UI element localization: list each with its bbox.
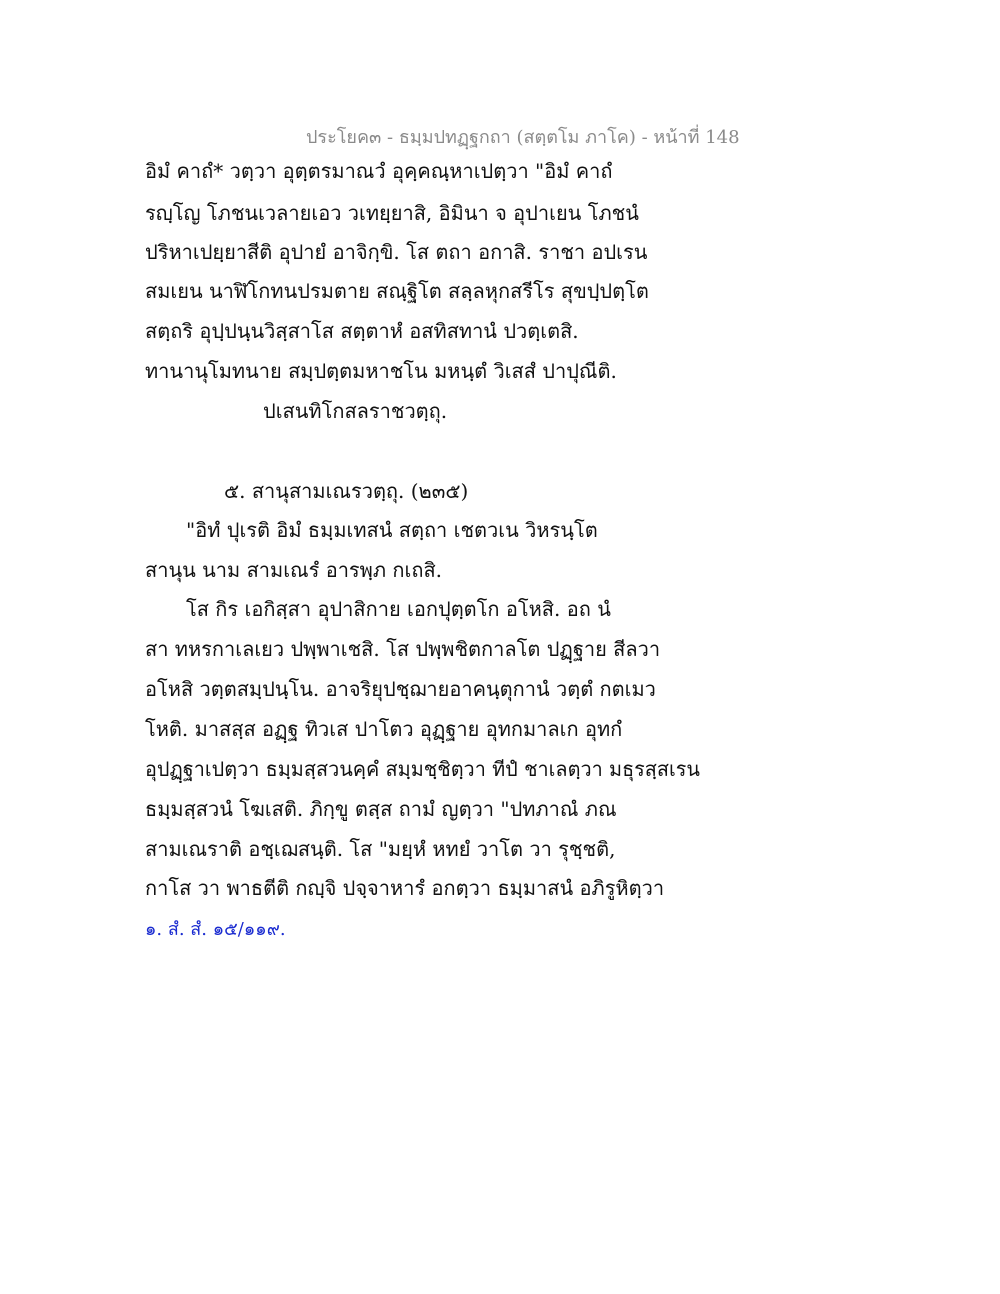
footnote: ๑. สํ. สํ. ๑๕/๑๑๙. [145, 919, 286, 940]
text-line: อิมํ คาถํ* วตฺวา อุตฺตรมาณวํ อุคฺคณฺหาเปตฺวา "อิมํ คาถํ [145, 159, 613, 183]
text-line: สานุน นาม สามเณรํ อารพฺภ กเถสิ. [145, 558, 443, 582]
text-line: ธมฺมสฺสวนํ โฆเสติ. ภิกฺขู ตสฺส ถามํ ญตฺวา "ปทภาณํ ภณ [145, 797, 617, 821]
page-header: ประโยค๓ - ธมฺมปทฏฺฐกถา (สตฺตโม ภาโค) - หน้าที่ 148 [306, 127, 740, 148]
text-line: โหติ. มาสสฺส อฏฺฐ ทิวเส ปาโตว อุฏฺฐาย อุทกมาลเก อุทกํ [145, 717, 623, 741]
text-line: สมเยน นาฬิโกทนปรมตาย สณฺฐิโต สลฺลหุกสรีโร สุขปฺปตฺโต [145, 279, 649, 303]
text-line: โส กิร เอกิสฺสา อุปาสิกาย เอกปุตฺตโก อโหสิ. อถ นํ [186, 597, 611, 621]
text-line: รญฺโญ โภชนเวลายเอว วเทยฺยาสิ, อิมินา จ อุปาเยน โภชนํ [145, 201, 639, 225]
story-end-title: ปเสนทิโกสลราชวตฺถุ. [263, 399, 448, 423]
text-line: ทานานุโมทนาย สมฺปตฺตมหาชโน มหนฺตํ วิเสสํ ปาปุณีติ. [145, 359, 617, 383]
text-line: ปริหาเปยฺยาสีติ อุปายํ อาจิกฺขิ. โส ตถา อกาสิ. ราชา อปเรน [145, 240, 648, 264]
section-heading: ๕. สานุสามเณรวตฺถุ. (๒๓๕) [224, 479, 469, 503]
text-line: สา ทหรกาเลเยว ปพฺพาเชสิ. โส ปพฺพชิตกาลโต ปฏฺฐาย สีลวา [145, 637, 661, 661]
text-line: อุปฏฺฐาเปตฺวา ธมฺมสฺสวนคฺคํ สมฺมชฺชิตฺวา ทีปํ ชาเลตฺวา มธุรสฺสเรน [145, 757, 700, 781]
text-line: อโหสิ วตฺตสมฺปนฺโน. อาจริยุปชฺฌายอาคนฺตุกานํ วตฺตํ กตเมว [145, 677, 656, 701]
text-line: สามเณราติ อชฺเฌสนฺติ. โส "มยฺหํ หทยํ วาโต วา รุชฺชติ, [145, 837, 616, 861]
text-line: "อิทํ ปุเรติ อิมํ ธมฺมเทสนํ สตฺถา เชตวเน วิหรนฺโต [186, 518, 598, 542]
text-line: สตฺถริ อุปฺปนฺนวิสฺสาโส สตฺตาหํ อสทิสทานํ ปวตฺเตสิ. [145, 319, 579, 343]
text-line: กาโส วา พาธตีติ กญฺจิ ปจฺจาหารํ อกตฺวา ธมฺมาสนํ อภิรูหิตฺวา [145, 876, 665, 900]
